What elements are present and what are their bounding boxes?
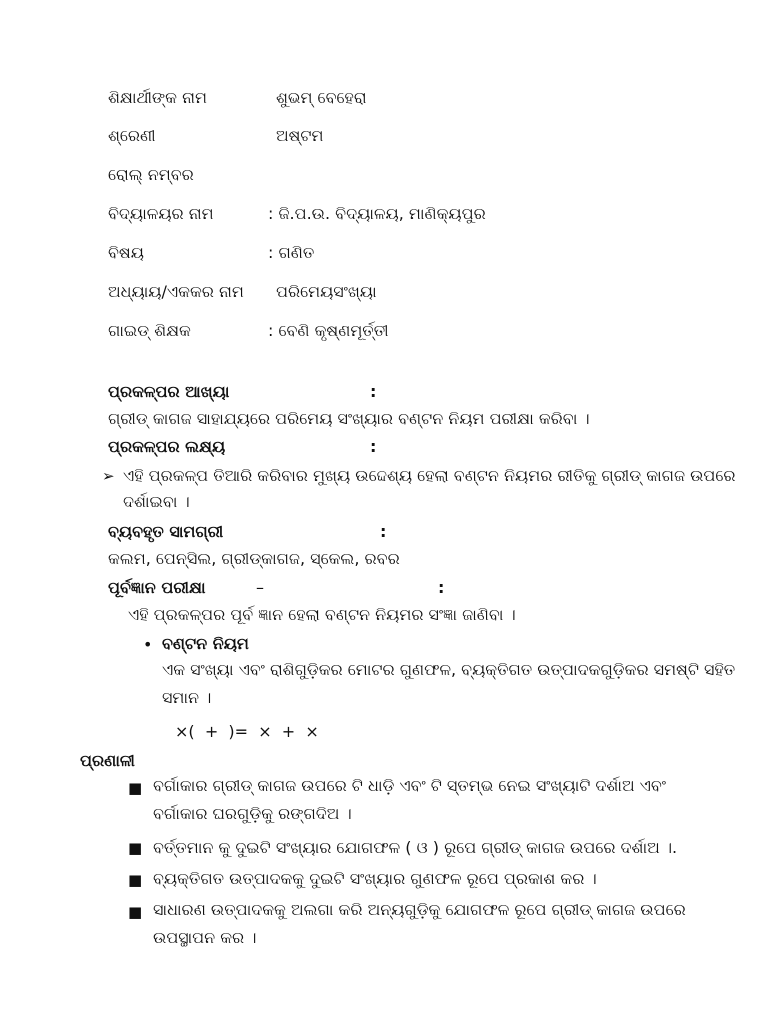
project-title-heading-text: ପ୍ରକଳ୍ପର ଆଖ୍ୟା: [108, 382, 230, 401]
prior-knowledge-heading: [108, 576, 448, 600]
aim-bullet-arrow: ➢: [102, 467, 115, 485]
distributive-law-def-line1: ଏକ ସଂଖ୍ୟା ଏବଂ ରାଶିଗୁଡ଼ିକର ମୋଟର ଗୁଣଫଳ, ବ୍ୟକ୍ତିଗତ ଉତ୍ପାଦକଗୁଡ଼ିକର ସମଷ୍ଟି ସହିତ: [162, 660, 736, 679]
info-student-name: [108, 85, 608, 111]
subject-value: : ଗଣିତ: [268, 243, 315, 262]
procedure-step4-line1: ସାଧାରଣ ଉତ୍ପାଦକକୁ ଅଲଗା କରି ଅନ୍ୟଗୁଡ଼ିକୁ ଯୋଗଫଳ ରୂପେ ଗ୍ରୀଡ୍ କାଗଜ ଉପରେ: [153, 900, 686, 919]
info-roll: [108, 162, 608, 188]
materials-heading-text: ବ୍ୟବହୃତ ସାମଗ୍ରୀ: [108, 522, 224, 541]
project-aim-heading: [108, 435, 398, 459]
project-aim-colon: :: [370, 437, 377, 456]
prior-knowledge-text: ଏହି ପ୍ରକଳ୍ପର ପୂର୍ବ ଜ୍ଞାନ ହେଲା ବଣ୍ଟନ ନିୟମର ସଂଜ୍ଞା ଜାଣିବା ।: [128, 605, 516, 624]
project-title-colon: :: [370, 382, 377, 401]
chapter-value: ପରିମେୟସଂଖ୍ୟା: [276, 282, 377, 301]
subject-label: ବିଷୟ: [108, 243, 144, 262]
distributive-law-bullet: •: [143, 635, 153, 654]
procedure-step2-bullet: ■: [128, 839, 143, 857]
school-label: ବିଦ୍ୟାଳୟର ନାମ: [108, 204, 214, 223]
chapter-label: ଅଧ୍ୟାୟ/ଏକକର ନାମ: [108, 282, 244, 301]
info-guide: [108, 318, 608, 344]
procedure-step2-text: ବର୍ତ୍ତମାନ କୁ ଦୁଇଟି ସଂଖ୍ୟାର ଯୋଗଫଳ ( ଓ ) ରୂପେ ଗ୍ରୀଡ୍ କାଗଜ ଉପରେ ଦର୍ଶାଅ ।.: [153, 838, 678, 857]
class-label: ଶ୍ରେଣୀ: [108, 126, 156, 145]
class-value: ଅଷ୍ଟମ: [276, 126, 324, 145]
procedure-step1-bullet: ■: [128, 779, 143, 797]
distributive-law-def-line2: ସମାନ ।: [162, 688, 212, 707]
aim-text-line1: ଏହି ପ୍ରକଳ୍ପ ତିଆରି କରିବାର ମୁଖ୍ୟ ଉଦ୍ଦେଶ୍ୟ ହେଲା ବଣ୍ଟନ ନିୟମର ରୀତିକୁ ଗ୍ରୀଡ୍ କାଗଜ ଉପରେ: [123, 466, 736, 485]
info-school: [108, 201, 608, 227]
procedure-step4-line2: ଉପସ୍ଥାପନ କର ।: [153, 928, 257, 947]
roll-label: ରୋଲ୍ ନମ୍ବର: [108, 165, 194, 184]
procedure-step3-bullet: ■: [128, 871, 143, 889]
project-title-text: ଗ୍ରୀଡ୍ କାଗଜ ସାହାଯ୍ୟରେ ପରିମେୟ ସଂଖ୍ୟାର ବଣ୍ଟନ ନିୟମ ପରୀକ୍ଷା କରିବା ।: [108, 409, 590, 428]
info-subject: [108, 240, 608, 266]
aim-text-line2: ଦର୍ଶାଇବା ।: [123, 492, 190, 511]
procedure-step3-text: ବ୍ୟକ୍ତିଗତ ଉତ୍ପାଦକକୁ ଦୁଇଟି ସଂଖ୍ୟାର ଗୁଣଫଳ ରୂପେ ପ୍ରକାଶ କର ।: [153, 869, 597, 888]
info-class: [108, 123, 608, 149]
prior-knowledge-colon: :: [438, 578, 445, 597]
materials-text: କଲମ, ପେନ୍ସିଲ, ଗ୍ରୀଡ୍କାଗଜ, ସ୍କେଲ, ରବର: [108, 549, 400, 568]
materials-heading: [108, 520, 398, 544]
procedure-heading: ପ୍ରଣାଳୀ: [80, 751, 135, 770]
materials-colon: :: [380, 522, 387, 541]
info-chapter: [108, 279, 608, 305]
school-value: : ଜି.ପ.ଉ. ବିଦ୍ୟାଳୟ, ମାଣିକ୍ୟପୁର: [268, 204, 486, 223]
prior-knowledge-dash: –: [256, 578, 264, 597]
project-title-heading: [108, 380, 398, 404]
distributive-law-heading: ବଣ୍ଟନ ନିୟମ: [162, 634, 249, 653]
distributive-law-formula: ×( + )= × + ×: [175, 722, 319, 741]
guide-label: ଗାଇଡ୍ ଶିକ୍ଷକ: [108, 321, 191, 340]
prior-knowledge-heading-text: ପୂର୍ବଜ୍ଞାନ ପରୀକ୍ଷା: [108, 578, 206, 597]
project-aim-heading-text: ପ୍ରକଳ୍ପର ଲକ୍ଷ୍ୟ: [108, 437, 226, 456]
procedure-step1-line2: ବର୍ଗାକାର ଘରଗୁଡ଼ିକୁ ରଙ୍ଗଦିଅ ।: [153, 804, 352, 823]
procedure-step4-bullet: ■: [128, 903, 143, 921]
procedure-step1-line1: ବର୍ଗାକାର ଗ୍ରୀଡ୍ କାଗଜ ଉପରେ ଟି ଧାଡ଼ି ଏବଂ ଟି ସ୍ତମ୍ଭ ନେଇ ସଂଖ୍ୟାଟି ଦର୍ଶାଅ ଏବଂ: [153, 776, 666, 795]
student-name-label: ଶିକ୍ଷାର୍ଥୀଙ୍କ ନାମ: [108, 88, 207, 107]
student-name-value: ଶୁଭମ୍ ବେହେରା: [276, 88, 367, 107]
guide-value: : ବେଣି କୃଷ୍ଣମୂର୍ତ୍ତୀ: [268, 321, 389, 340]
